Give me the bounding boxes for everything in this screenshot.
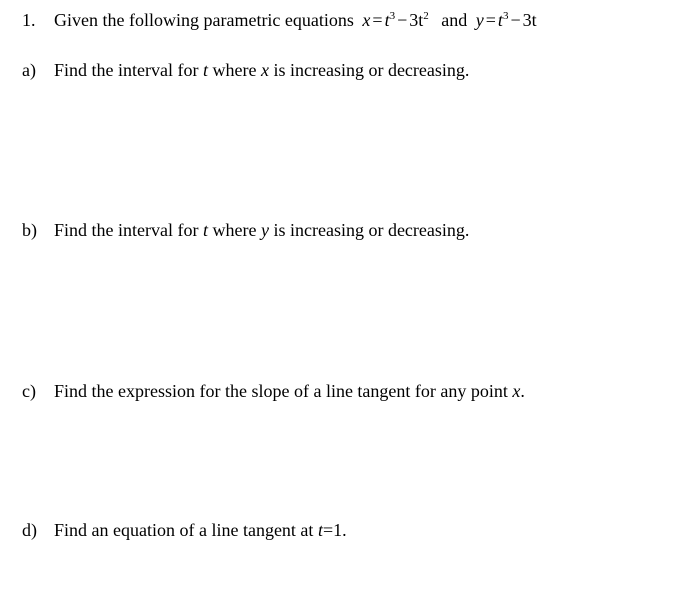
eq2-exp: 3 [502, 10, 509, 22]
part-b-label: b) [22, 220, 37, 240]
part-d-pre: Find an equation of a line tangent at [54, 520, 314, 540]
part-a-var: t [202, 60, 208, 80]
part-a-label: a) [22, 60, 36, 80]
part-a-var2: x [260, 60, 269, 80]
eq2-t: t [497, 10, 503, 30]
part-c-post: . [520, 381, 525, 401]
part-d [22, 519, 347, 541]
part-a [22, 59, 470, 81]
part-c-pre: Find the expression for the slope of a line tangent for any point [54, 381, 508, 401]
question-1 [22, 9, 537, 31]
part-d-label: d) [22, 520, 37, 540]
part-a-pre: Find the interval for [54, 60, 199, 80]
eq1-t: t [384, 10, 390, 30]
part-d-post: =1. [322, 520, 347, 540]
eq1-exp1: 3 [389, 10, 396, 22]
eq2-lhs: y [475, 10, 484, 30]
connector: and [441, 10, 468, 30]
part-b-mid: where [212, 220, 257, 240]
question-text [54, 9, 537, 31]
part-c [22, 380, 525, 402]
part-b-pre: Find the interval for [54, 220, 199, 240]
part-c-label: c) [22, 381, 36, 401]
part-d-var: t [317, 520, 323, 540]
question-number: 1. [22, 10, 36, 30]
part-b-var: t [202, 220, 208, 240]
eq1-term2: 3t [409, 10, 424, 30]
part-a-mid: where [212, 60, 257, 80]
part-b [22, 219, 470, 241]
question-intro: Given the following parametric equations [54, 10, 354, 30]
eq2-term2: 3t [522, 10, 537, 30]
part-c-text [54, 380, 525, 402]
part-b-text [54, 219, 469, 241]
part-b-var2: y [260, 220, 269, 240]
part-b-post: is increasing or decreasing. [273, 220, 470, 240]
eq1-exp2: 2 [423, 10, 429, 22]
equation-y: $y = t^3 - 3t$ [475, 10, 537, 30]
part-c-var: x [512, 381, 521, 401]
equation-x: $x = t^3 - 3t^2$ [362, 10, 429, 30]
part-a-post: is increasing or decreasing. [273, 60, 470, 80]
part-d-text [54, 519, 347, 541]
part-a-text [54, 59, 469, 81]
eq1-lhs: x [362, 10, 371, 30]
